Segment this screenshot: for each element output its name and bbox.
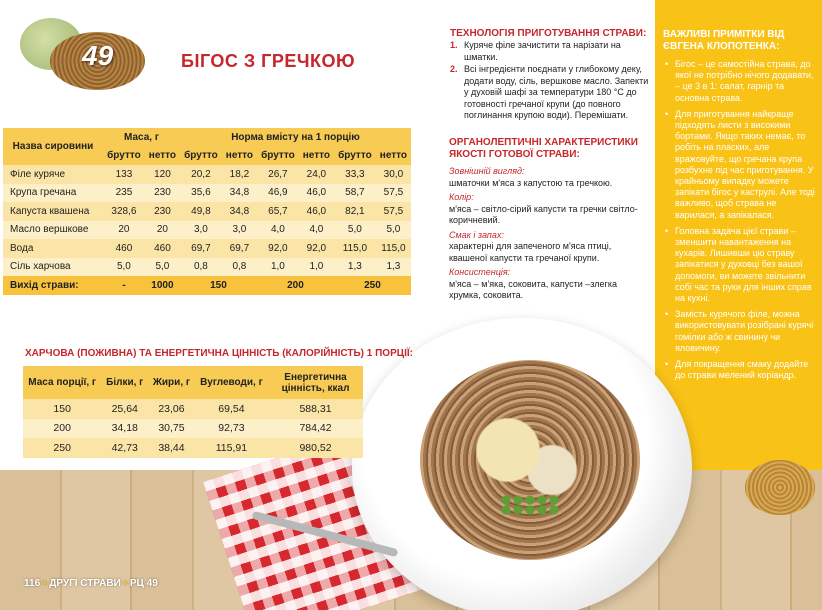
table-cell: 92,0: [257, 239, 299, 258]
organo-text: м'яса – світло-сірий капусти та гречки світло- коричневий.: [449, 203, 638, 225]
table-cell: 65,7: [257, 202, 299, 221]
table-cell: 46,0: [299, 202, 334, 221]
ingredient-name: Філе куряче: [3, 165, 103, 184]
table-row: [3, 202, 411, 221]
ingredients-body: [3, 165, 411, 276]
table-cell: 20,2: [180, 165, 222, 184]
table-cell: 34,18: [101, 419, 148, 439]
table-cell: 69,54: [195, 399, 268, 419]
page-footer: 116 • ДРУГІ СТРАВИ • РЦ 49: [24, 578, 158, 589]
ingredient-name: Сіль харчова: [3, 258, 103, 277]
organo-label: Консистенція:: [449, 267, 511, 277]
page-number: 116: [24, 578, 41, 589]
table-cell: 5,0: [103, 258, 145, 277]
table-cell: 200: [23, 419, 101, 439]
sub-header: нетто: [222, 147, 257, 166]
table-cell: 69,7: [180, 239, 222, 258]
table-cell: 5,0: [145, 258, 180, 277]
table-cell: 69,7: [222, 239, 257, 258]
table-cell: 5,0: [376, 221, 411, 240]
table-cell: 34,8: [222, 184, 257, 203]
ingredient-name: Вода: [3, 239, 103, 258]
sub-header: брутто: [257, 147, 299, 166]
table-cell: 230: [145, 184, 180, 203]
table-row: [3, 258, 411, 277]
technology-step: [450, 40, 650, 63]
table-cell: 20: [145, 221, 180, 240]
table-cell: 46,0: [299, 184, 334, 203]
table-row: [23, 399, 363, 419]
total-row: [3, 276, 411, 295]
table-cell: 92,0: [299, 239, 334, 258]
table-cell: 30,0: [376, 165, 411, 184]
table-cell: 1,0: [299, 258, 334, 277]
technology-step: [450, 64, 650, 122]
table-cell: 20: [103, 221, 145, 240]
col-mass-header: Маса, г: [103, 128, 180, 147]
nut-header: Енергетична цінність, ккал: [268, 366, 363, 399]
recipe-number: 49: [82, 40, 114, 71]
nut-header: Вуглеводи, г: [195, 366, 268, 399]
nut-header: Маса порції, г: [23, 366, 101, 399]
bigos-food-image: [420, 360, 640, 560]
table-cell: 133: [103, 165, 145, 184]
table-cell: 58,7: [334, 184, 376, 203]
ingredient-name: Капуста квашена: [3, 202, 103, 221]
recipe-title: БІГОС З ГРЕЧКОЮ: [181, 51, 356, 71]
note-item: • Для приготування найкраще підходять листи з високими бортами. Якщо таких немає, то робіть на пласких, але вражовуйте, що гречана крупа розбухне під час приготування. У крайньому випадку можете запікати бігос у каструлі. Але тоді важливо, щоб страва не варилася, а запікалася.: [665, 109, 815, 221]
table-cell: 235: [103, 184, 145, 203]
table-cell: 25,64: [101, 399, 148, 419]
step-text: Куряче філе зачистити та нарізати на шматки.: [464, 40, 621, 62]
note-item: • Для покращення смаку додайте до страви мелений коріандр.: [665, 359, 815, 381]
technology-steps: [450, 40, 650, 123]
table-cell: 92,73: [195, 419, 268, 439]
table-cell: 115,0: [334, 239, 376, 258]
col-name-header: Назва сировини: [3, 128, 103, 165]
table-row: [3, 184, 411, 203]
note-item: • Головна задача цієї страви – зменшити навантаження на кухарів. Лишивши цю страву запікатися у духовці без вашої допомоги, ви можете звільнити собі час та руки для інших справ на кухні.: [665, 226, 815, 304]
step-number: 1.: [450, 40, 458, 50]
organoleptic-title: ОРГАНОЛЕПТИЧНІ ХАРАКТЕРИСТИКИ ЯКОСТІ ГОТОВОЇ СТРАВИ:: [449, 137, 638, 160]
nutrition-table: [23, 366, 363, 458]
table-cell: 33,3: [334, 165, 376, 184]
nutrition-body: [23, 399, 363, 458]
note-item: • Бігос – це самостійна страва, до якої не потрібно нічого додавати, – це 3 в 1: салат, гарнір та основна страва.: [665, 59, 815, 104]
table-row: [3, 221, 411, 240]
organo-text: шматочки м'яса з капустою та гречкою.: [449, 177, 613, 188]
step-number: 2.: [450, 64, 458, 74]
table-cell: 42,73: [101, 438, 148, 458]
table-cell: 35,6: [180, 184, 222, 203]
sub-header: брутто: [180, 147, 222, 166]
table-cell: 150: [23, 399, 101, 419]
footer-code: РЦ 49: [129, 578, 158, 589]
table-cell: 115,0: [376, 239, 411, 258]
table-cell: 328,6: [103, 202, 145, 221]
table-row: [23, 419, 363, 439]
table-cell: 24,0: [299, 165, 334, 184]
table-cell: 588,31: [268, 399, 363, 419]
table-cell: 115,91: [195, 438, 268, 458]
table-cell: 34,8: [222, 202, 257, 221]
table-cell: 230: [145, 202, 180, 221]
table-cell: 4,0: [257, 221, 299, 240]
total-cell: 250: [334, 276, 411, 295]
sub-header: нетто: [299, 147, 334, 166]
nut-header: Білки, г: [101, 366, 148, 399]
table-cell: 1,3: [376, 258, 411, 277]
ingredient-name: Масло вершкове: [3, 221, 103, 240]
notes-list: [665, 59, 815, 386]
table-cell: 30,75: [148, 419, 195, 439]
table-cell: 1,0: [257, 258, 299, 277]
step-text: Всі інгредієнти поєднати у глибокому деку, додати воду, сіль, вершкове масло. Запекти у духовій шафі за температури 180 °С до готовності гречаної крупи (до повного поглинання крупою води). Перемішати.: [464, 64, 649, 120]
coriander-bowl-image: [745, 460, 815, 515]
organo-label: Колір:: [449, 192, 474, 202]
table-cell: 46,9: [257, 184, 299, 203]
total-cell: 150: [180, 276, 257, 295]
note-item: • Замість курячого філе, можна використовувати розібрані курячі гомілки або ж свинину чи яловичину.: [665, 309, 815, 354]
table-row: [3, 239, 411, 258]
total-cell: -: [103, 276, 145, 295]
technology-title: ТЕХНОЛОГІЯ ПРИГОТУВАННЯ СТРАВИ:: [450, 28, 647, 39]
table-cell: 49,8: [180, 202, 222, 221]
nutrition-title: ХАРЧОВА (ПОЖИВНА) ТА ЕНЕРГЕТИЧНА ЦІННІСТЬ (КАЛОРІЙНІСТЬ) 1 ПОРЦІЇ:: [25, 348, 413, 359]
sub-header: нетто: [376, 147, 411, 166]
organo-text: характерні для запеченого м'яса птиці, квашеної капусти та гречаної крупи.: [449, 241, 612, 263]
table-cell: 1,3: [334, 258, 376, 277]
ingredients-table: [3, 128, 411, 295]
total-cell: 200: [257, 276, 334, 295]
table-cell: 4,0: [299, 221, 334, 240]
table-cell: 57,5: [376, 202, 411, 221]
table-row: [23, 438, 363, 458]
sub-header: брутто: [334, 147, 376, 166]
table-cell: 120: [145, 165, 180, 184]
table-cell: 460: [103, 239, 145, 258]
organo-label: Смак і запах:: [449, 229, 504, 240]
table-cell: 38,44: [148, 438, 195, 458]
sub-header: брутто: [103, 147, 145, 166]
organo-text: м'яса – м'яка, соковита, капусти –злегка хрумка, соковита.: [449, 278, 617, 300]
col-norm-header: Норма вмісту на 1 порцію: [180, 128, 411, 147]
ingredient-name: Крупа гречана: [3, 184, 103, 203]
sub-header: нетто: [145, 147, 180, 166]
table-cell: 980,52: [268, 438, 363, 458]
table-cell: 0,8: [180, 258, 222, 277]
organoleptic-list: [449, 166, 649, 302]
table-cell: 250: [23, 438, 101, 458]
footer-section: ДРУГІ СТРАВИ: [49, 578, 121, 589]
notes-title: ВАЖЛИВІ ПРИМІТКИ ВІД ЄВГЕНА КЛОПОТЕНКА:: [663, 29, 785, 52]
organo-label: Зовнішній вигляд:: [449, 166, 525, 176]
table-cell: 3,0: [180, 221, 222, 240]
table-cell: 26,7: [257, 165, 299, 184]
table-cell: 18,2: [222, 165, 257, 184]
table-cell: 82,1: [334, 202, 376, 221]
total-label: Вихід страви:: [3, 276, 103, 295]
table-cell: 3,0: [222, 221, 257, 240]
table-cell: 460: [145, 239, 180, 258]
table-row: [3, 165, 411, 184]
table-cell: 57,5: [376, 184, 411, 203]
nut-header: Жири, г: [148, 366, 195, 399]
table-cell: 23,06: [148, 399, 195, 419]
total-cell: 1000: [145, 276, 180, 295]
table-cell: 0,8: [222, 258, 257, 277]
table-cell: 784,42: [268, 419, 363, 439]
table-cell: 5,0: [334, 221, 376, 240]
peas-image: [500, 495, 560, 515]
recipe-hero-image: [20, 18, 145, 90]
